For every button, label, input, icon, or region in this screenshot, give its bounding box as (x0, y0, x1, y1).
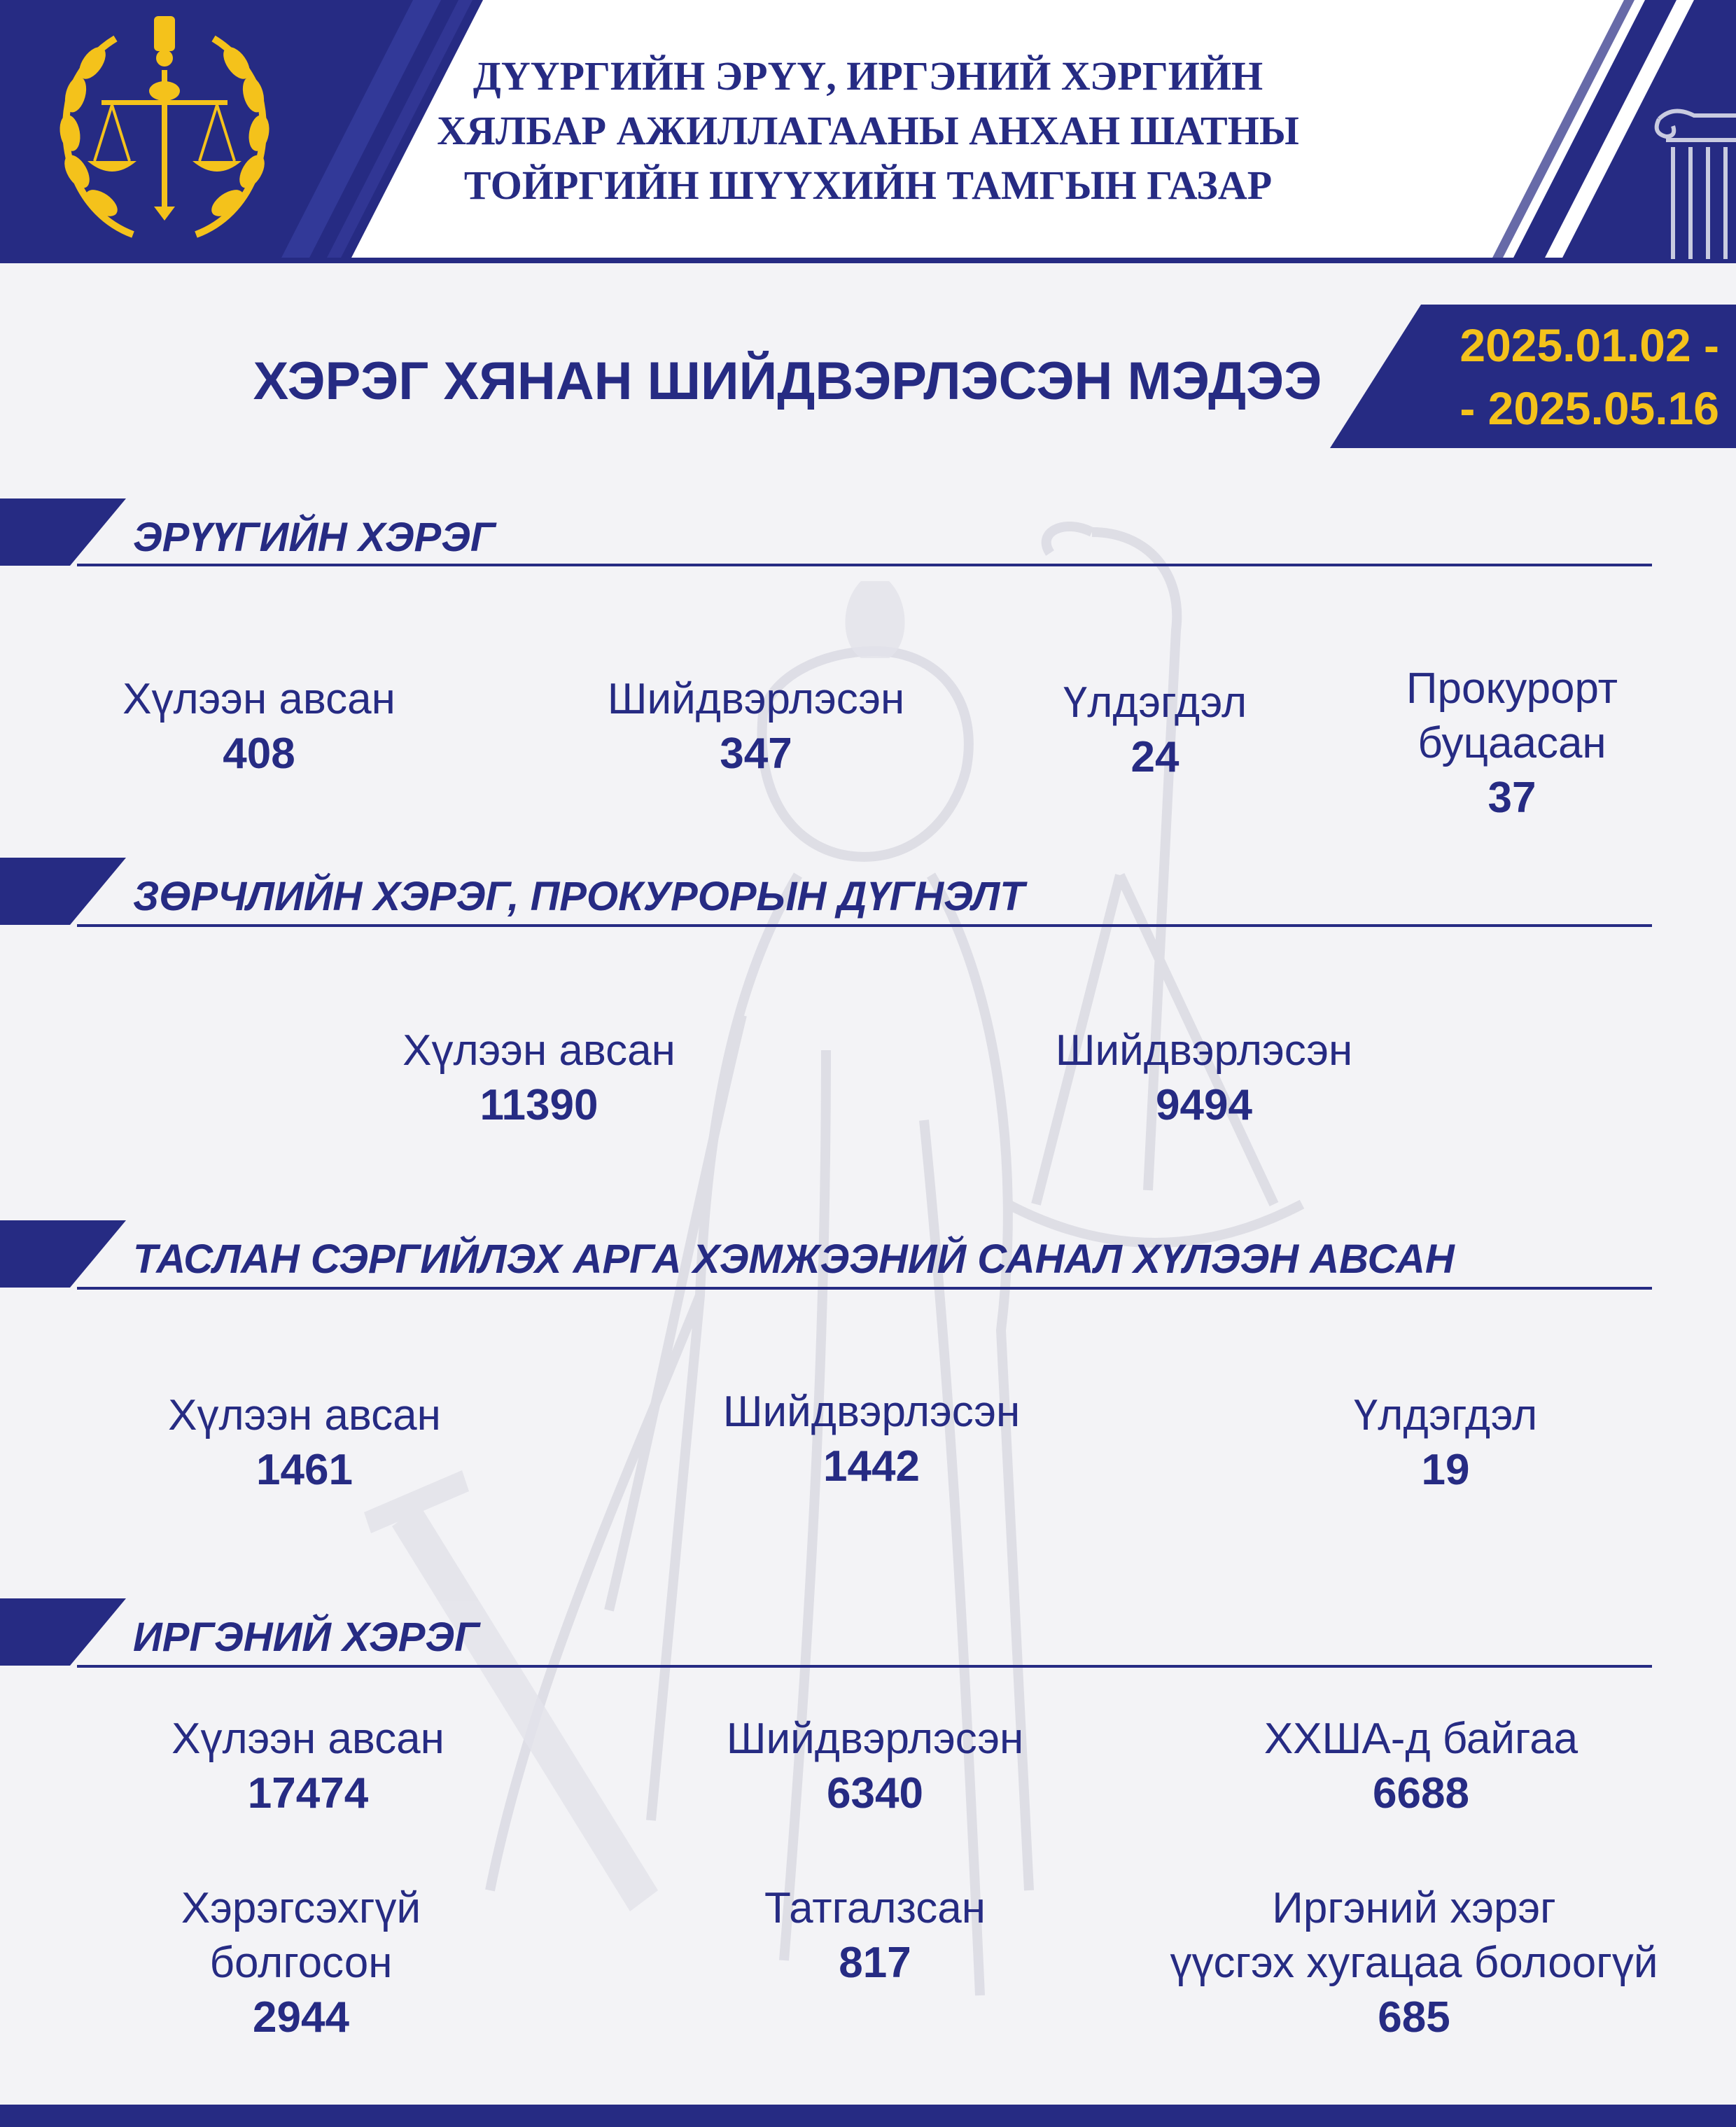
section-marker (0, 498, 126, 566)
section-divider (77, 1665, 1652, 1668)
stat-label: Хүлээн авсан (122, 675, 396, 723)
stat-value: 2944 (253, 1993, 349, 2042)
section-title-preventive-measures: ТАСЛАН СЭРГИЙЛЭХ АРГА ХЭМЖЭЭНИЙ САНАЛ ХҮЛЭЭН АВСАН (133, 1236, 1455, 1282)
stat-in-mediation (1232, 1712, 1610, 1821)
date-to: - 2025.05.16 (1460, 382, 1719, 434)
stat-value: 9494 (1156, 1081, 1252, 1129)
stat-received (378, 1024, 700, 1133)
stat-label: Татгалзсан (764, 1884, 986, 1932)
stat-value: 6688 (1373, 1769, 1469, 1818)
stat-label: Шийдвэрлэсэн (1055, 1026, 1353, 1075)
stat-label: Иргэний хэрэг (1272, 1884, 1556, 1932)
stat-value: 24 (1130, 733, 1180, 781)
stat-value: 37 (1488, 774, 1536, 822)
stat-received (147, 1712, 469, 1821)
court-office-title (364, 49, 1372, 213)
stat-value: 408 (223, 730, 295, 778)
stat-label: болгосон (209, 1939, 393, 1987)
section-title-criminal: ЭРҮҮГИЙН ХЭРЭГ (133, 515, 496, 560)
stat-resolved (581, 672, 931, 781)
stat-resolved (700, 1712, 1050, 1821)
stat-label: Үлдэгдэл (1063, 678, 1247, 727)
stat-deadline-not-reached (1134, 1881, 1694, 2045)
stat-remaining (1320, 1388, 1572, 1498)
date-range-badge (1330, 305, 1736, 448)
stat-value: 11390 (479, 1081, 598, 1129)
stat-label: Прокурорт (1406, 664, 1618, 713)
stat-received (144, 1388, 465, 1498)
stat-returned-to-prosecutor (1365, 662, 1659, 825)
stat-received (98, 672, 420, 781)
stat-label: үүсгэх хугацаа болоогүй (1170, 1939, 1658, 1987)
stat-remaining (1029, 676, 1281, 785)
header-title-line: ДҮҮРГИЙН ЭРҮҮ, ИРГЭНИЙ ХЭРГИЙН (472, 53, 1264, 99)
stat-value: 347 (720, 730, 792, 778)
court-emblem-icon (49, 11, 280, 252)
header-title-line: ХЯЛБАР АЖИЛЛАГААНЫ АНХАН ШАТНЫ (437, 108, 1299, 153)
stat-refused (714, 1881, 1036, 1990)
stat-value: 1461 (256, 1446, 353, 1494)
stat-value: 17474 (247, 1769, 369, 1818)
stat-value: 685 (1378, 1993, 1450, 2042)
section-marker (0, 858, 126, 925)
stat-label: буцаасан (1418, 719, 1606, 767)
stat-label: ХХША-д байгаа (1264, 1715, 1578, 1763)
stat-label: Шийдвэрлэсэн (726, 1715, 1024, 1763)
stat-value: 1442 (823, 1442, 920, 1491)
section-marker (0, 1220, 126, 1288)
stat-dismissed (140, 1881, 462, 2045)
section-divider (77, 1287, 1652, 1290)
stat-label: Хэрэгсэхгүй (181, 1884, 421, 1932)
footer-bar (0, 2105, 1736, 2127)
section-title-civil: ИРГЭНИЙ ХЭРЭГ (133, 1615, 479, 1660)
date-from: 2025.01.02 - (1460, 319, 1719, 371)
column-icon (1652, 105, 1736, 259)
header-title-line: ТОЙРГИЙН ШҮҮХИЙН ТАМГЫН ГАЗАР (463, 162, 1273, 208)
stat-label: Хүлээн авсан (402, 1026, 676, 1075)
stat-label: Хүлээн авсан (168, 1391, 441, 1439)
stat-value: 6340 (827, 1769, 923, 1818)
stat-resolved (696, 1385, 1046, 1494)
stat-value: 817 (839, 1939, 911, 1987)
stat-label: Хүлээн авсан (172, 1715, 444, 1763)
section-divider (77, 564, 1652, 566)
stat-label: Үлдэгдэл (1353, 1391, 1538, 1439)
report-title: ХЭРЭГ ХЯНАН ШИЙДВЭРЛЭСЭН МЭДЭЭ (253, 351, 1322, 411)
section-divider (77, 924, 1652, 927)
stat-label: Шийдвэрлэсэн (607, 675, 905, 723)
section-title-violations: ЗӨРЧЛИЙН ХЭРЭГ, ПРОКУРОРЫН ДҮГНЭЛТ (133, 874, 1025, 919)
stat-value: 19 (1421, 1446, 1470, 1494)
stat-resolved (1029, 1024, 1379, 1133)
stat-label: Шийдвэрлэсэн (722, 1388, 1021, 1436)
section-marker (0, 1598, 126, 1666)
